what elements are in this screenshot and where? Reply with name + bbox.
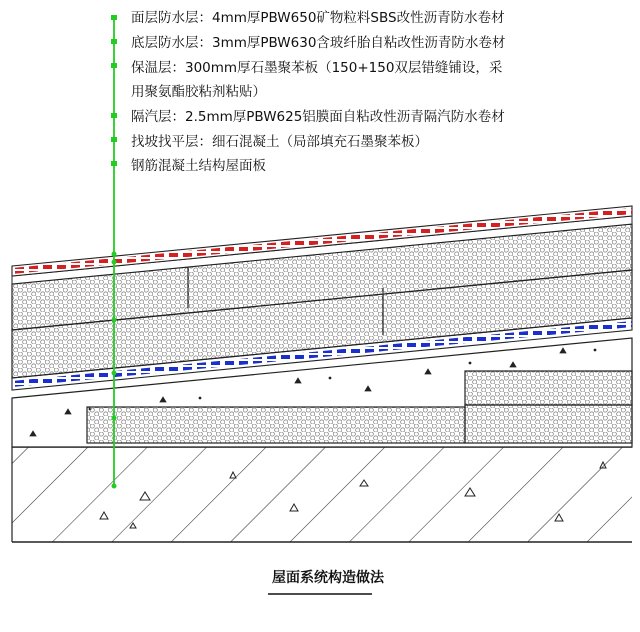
callout-insulation: 保温层：300mm厚石墨聚苯板（150+150双层错缝铺设，采 [131,60,503,76]
diagram-caption [268,569,385,594]
callout-vapor-barrier: 隔汽层：2.5mm厚PBW625铝膜面自粘改性沥青隔汽防水卷材 [131,109,505,125]
callout-leveling: 找坡找平层：细石混凝土（局部填充石墨聚苯板） [131,134,428,150]
callout-insulation-cont: 用聚氨酯胶粘剂粘贴） [131,84,266,100]
leader-line [111,15,117,489]
concrete-slab [12,447,632,542]
callout-surface-waterproof: 面层防水层：4mm厚PBW650矿物粒料SBS改性沥青防水卷材 [131,10,505,26]
layer-callouts [131,9,505,174]
caption-title: 屋面系统构造做法 [272,570,384,586]
callout-structure: 钢筋混凝土结构屋面板 [131,158,266,174]
callout-base-waterproof: 底层防水层：3mm厚PBW630含玻纤胎自粘改性沥青防水卷材 [131,35,506,51]
